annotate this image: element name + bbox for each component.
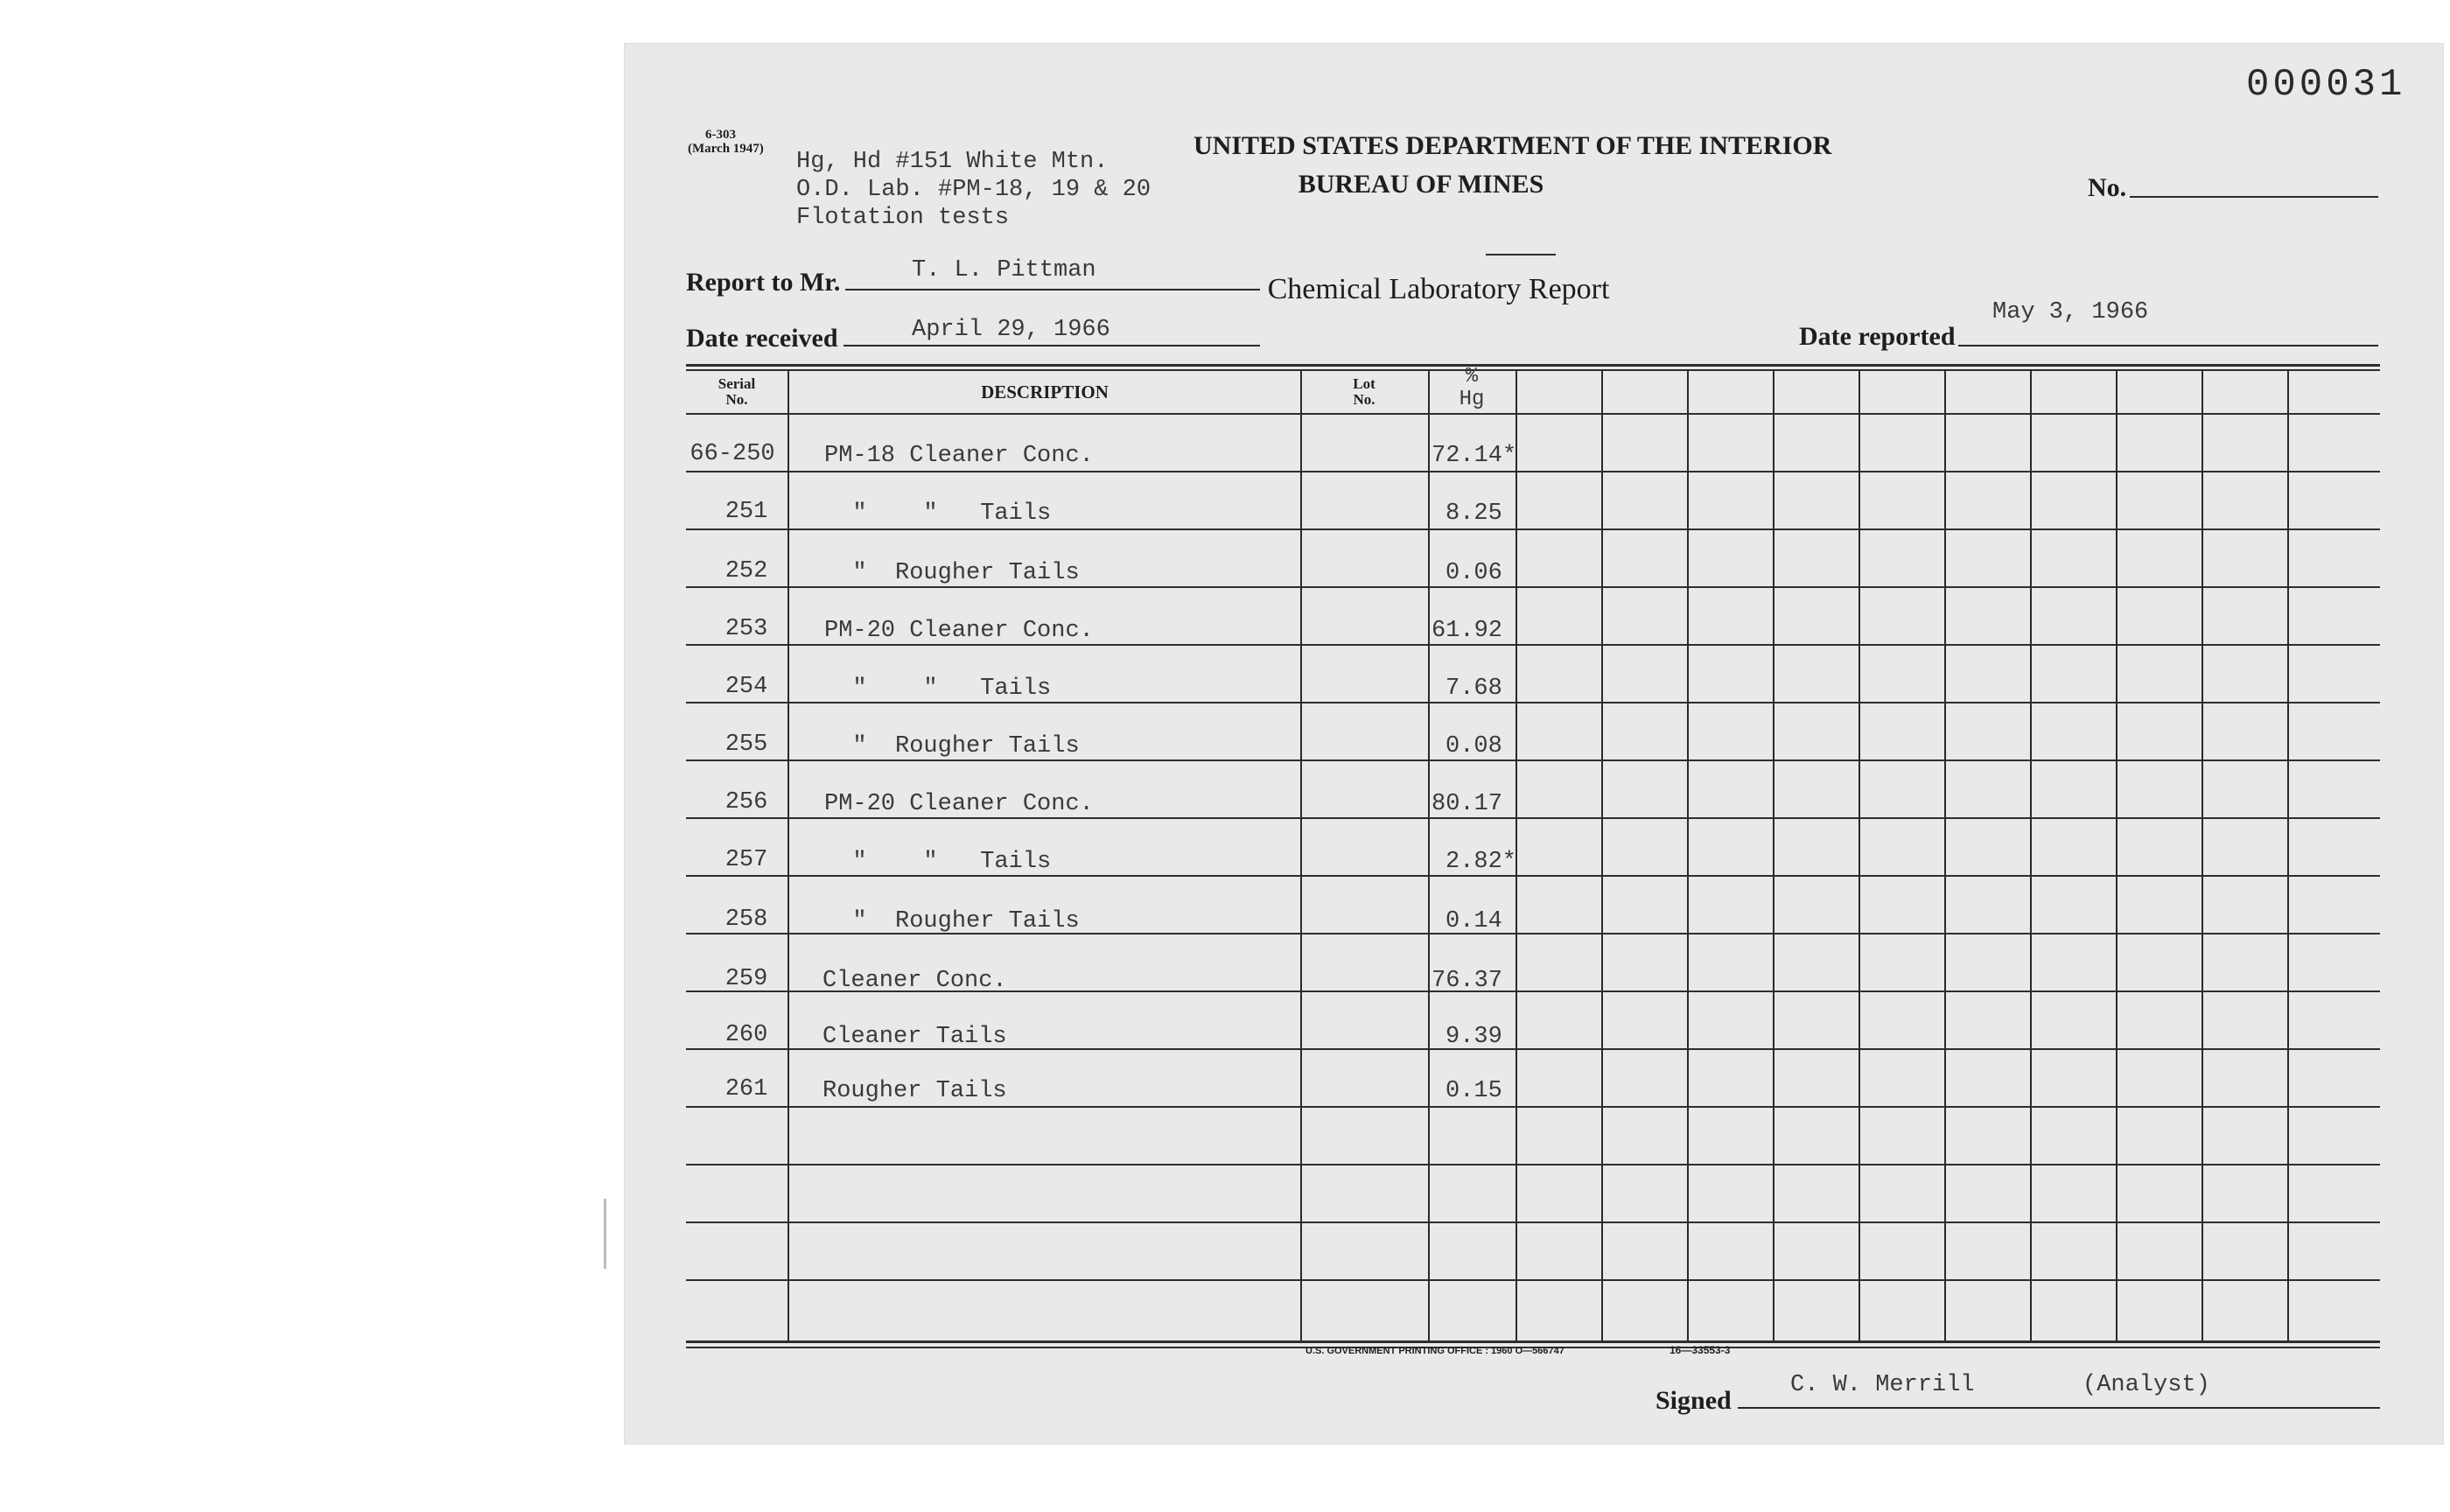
serial-cell: 254 — [724, 674, 768, 700]
bureau-heading: BUREAU OF MINES — [1298, 170, 1544, 199]
form-date: (March 1947) — [688, 142, 764, 156]
serial-cell: 257 — [724, 847, 768, 873]
subject-line-1: Hg, Hd #151 White Mtn. — [796, 149, 1109, 175]
signer-name: C. W. Merrill — [1790, 1372, 1975, 1398]
serial-header — [686, 376, 788, 408]
signer-role: (Analyst) — [2082, 1372, 2210, 1398]
table-header-rule — [686, 413, 2380, 415]
row-rule — [686, 760, 2380, 761]
description-cell: PM-20 Cleaner Conc. — [824, 791, 1094, 817]
hg-cell: 0.14 — [1446, 908, 1502, 934]
serial-cell: 253 — [724, 616, 768, 642]
report-sheet — [625, 44, 2443, 1444]
date-reported-value: May 3, 1966 — [1992, 299, 2149, 326]
row-rule — [686, 1222, 2380, 1223]
hg-header-line-2: Hg — [1459, 388, 1485, 411]
date-received-label: Date received — [686, 324, 838, 353]
report-to-label: Report to Mr. — [686, 268, 841, 297]
column-rule — [2287, 371, 2289, 1340]
date-received-underline — [844, 345, 1260, 346]
description-cell: PM-18 Cleaner Conc. — [824, 443, 1094, 469]
column-rule — [1300, 371, 1302, 1340]
signed-label: Signed — [1656, 1386, 1732, 1415]
document-number: 000031 — [2246, 63, 2406, 107]
column-rule — [2202, 371, 2203, 1340]
subject-line-3: Flotation tests — [796, 205, 1010, 231]
row-rule — [686, 471, 2380, 472]
table-bottom-rule — [686, 1340, 2380, 1343]
description-cell: " Rougher Tails — [824, 908, 1080, 934]
description-cell: " Rougher Tails — [824, 733, 1080, 760]
hg-cell: 8.25 — [1446, 500, 1502, 527]
column-rule — [1687, 371, 1689, 1340]
lot-header — [1300, 376, 1428, 408]
serial-header-line-2: No. — [725, 391, 748, 408]
description-cell: Cleaner Tails — [822, 1024, 1007, 1050]
column-rule — [1944, 371, 1946, 1340]
serial-cell: 255 — [724, 732, 768, 758]
signature-underline — [1738, 1407, 2380, 1409]
hg-cell: 0.15 — [1446, 1078, 1502, 1104]
printing-office-note: U.S. GOVERNMENT PRINTING OFFICE : 1960 O—566747 — [1306, 1346, 1564, 1356]
row-rule — [686, 702, 2380, 704]
column-rule — [2116, 371, 2118, 1340]
row-rule — [686, 1279, 2380, 1281]
no-underline — [2130, 196, 2378, 198]
description-cell: " " Tails — [824, 676, 1052, 702]
row-rule — [686, 644, 2380, 646]
serial-cell: 259 — [724, 966, 768, 992]
description-cell: Rougher Tails — [822, 1078, 1007, 1104]
form-number: 6-303 — [705, 128, 736, 142]
serial-cell: 252 — [724, 558, 768, 584]
subject-line-2: O.D. Lab. #PM-18, 19 & 20 — [796, 177, 1152, 203]
serial-cell: 260 — [724, 1022, 768, 1048]
row-rule — [686, 817, 2380, 819]
serial-cell: 251 — [724, 499, 768, 525]
scan-edge-mark — [604, 1199, 606, 1269]
column-rule — [1858, 371, 1860, 1340]
table-top-rule-inner — [686, 369, 2380, 371]
column-rule — [1773, 371, 1774, 1340]
description-cell: " " Tails — [824, 849, 1052, 875]
report-to-underline — [845, 289, 1260, 290]
hg-header-line-1: % — [1465, 365, 1479, 388]
row-rule — [686, 1106, 2380, 1108]
date-reported-underline — [1958, 345, 2378, 346]
description-cell: " Rougher Tails — [824, 560, 1080, 586]
serial-cell: 261 — [724, 1076, 768, 1102]
description-header: DESCRIPTION — [981, 382, 1109, 402]
column-rule — [1428, 371, 1430, 1340]
serial-cell: 256 — [724, 789, 768, 816]
hg-cell: 7.68 — [1446, 676, 1502, 702]
date-reported-label: Date reported — [1799, 322, 1956, 351]
description-cell: " " Tails — [824, 500, 1052, 527]
date-received-value: April 29, 1966 — [912, 317, 1110, 343]
hg-cell: 2.82* — [1446, 849, 1517, 875]
lot-header-line-1: Lot — [1353, 375, 1376, 392]
description-cell: PM-20 Cleaner Conc. — [824, 618, 1094, 644]
report-to-value: T. L. Pittman — [912, 257, 1096, 284]
serial-header-line-1: Serial — [718, 375, 756, 392]
column-rule — [1601, 371, 1603, 1340]
row-rule — [686, 875, 2380, 877]
column-rule — [2030, 371, 2032, 1340]
hg-cell: 9.39 — [1446, 1024, 1502, 1050]
row-rule — [686, 1164, 2380, 1166]
table-top-rule — [686, 364, 2380, 367]
hg-cell: 61.92 — [1432, 618, 1503, 644]
hg-header — [1428, 366, 1516, 411]
serial-cell: 66-250 — [690, 441, 775, 467]
hg-cell: 72.14* — [1432, 443, 1517, 469]
title-rule — [1486, 254, 1556, 256]
serial-cell: 258 — [724, 906, 768, 933]
lot-header-line-2: No. — [1353, 391, 1376, 408]
no-label: No. — [2088, 173, 2127, 202]
department-heading: UNITED STATES DEPARTMENT OF THE INTERIOR — [1194, 131, 1832, 160]
form-code: 16—33553-3 — [1670, 1344, 1731, 1356]
hg-cell: 0.08 — [1446, 733, 1502, 760]
hg-cell: 0.06 — [1446, 560, 1502, 586]
description-cell: Cleaner Conc. — [822, 968, 1007, 994]
row-rule — [686, 528, 2380, 530]
row-rule — [686, 586, 2380, 588]
report-title: Chemical Laboratory Report — [1267, 273, 1610, 305]
hg-cell: 80.17 — [1432, 791, 1503, 817]
hg-cell: 76.37 — [1432, 968, 1503, 994]
